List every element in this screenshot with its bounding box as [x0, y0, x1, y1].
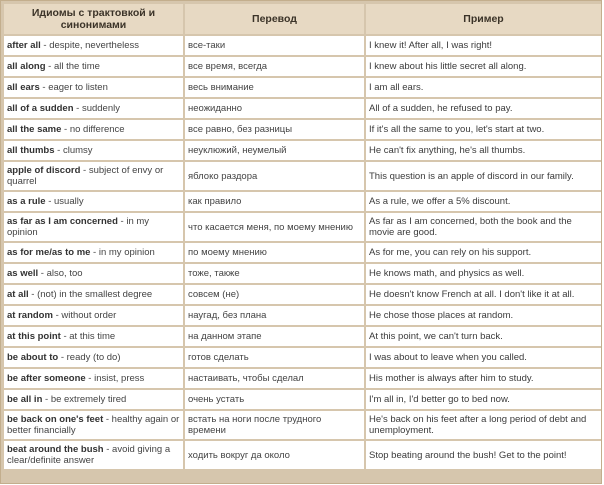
- idiom-synonyms: - (not) in the smallest degree: [28, 289, 153, 300]
- translation-cell: совсем (не): [185, 285, 364, 304]
- idiom-term: all of a sudden: [7, 103, 74, 114]
- table-row: [4, 264, 601, 283]
- idiom-term: all thumbs: [7, 145, 55, 156]
- translation-cell: как правило: [185, 192, 364, 211]
- example-cell: He knows math, and physics as well.: [366, 264, 601, 283]
- table-row: [4, 348, 601, 367]
- idiom-cell: [4, 390, 183, 409]
- idiom-term: be back on one's feet: [7, 414, 104, 425]
- example-cell: I knew about his little secret all along.: [366, 57, 601, 76]
- translation-cell: весь внимание: [185, 78, 364, 97]
- table-row: [4, 243, 601, 262]
- idiom-cell: [4, 162, 183, 190]
- translation-cell: настаивать, чтобы сделал: [185, 369, 364, 388]
- table-row: [4, 390, 601, 409]
- translation-cell: встать на ноги после трудного времени: [185, 411, 364, 439]
- idiom-cell: [4, 192, 183, 211]
- table-row: [4, 141, 601, 160]
- idiom-synonyms: - in my opinion: [90, 247, 155, 258]
- idiom-term: as well: [7, 268, 39, 279]
- idiom-term: be about to: [7, 352, 59, 363]
- idiom-cell: [4, 141, 183, 160]
- idiom-synonyms: - without order: [52, 310, 117, 321]
- idiom-synonyms: - despite, nevertheless: [40, 40, 140, 51]
- idiom-term: as a rule: [7, 196, 46, 207]
- idiom-synonyms: - also, too: [38, 268, 83, 279]
- header-translation: Перевод: [185, 4, 364, 34]
- translation-cell: тоже, также: [185, 264, 364, 283]
- translation-cell: неуклюжий, неумелый: [185, 141, 364, 160]
- idiom-term: as for me/as to me: [7, 247, 91, 258]
- table-row: [4, 162, 601, 190]
- idiom-cell: [4, 348, 183, 367]
- idioms-table: [2, 2, 603, 471]
- idiom-cell: [4, 285, 183, 304]
- idiom-cell: [4, 327, 183, 346]
- idiom-cell: [4, 120, 183, 139]
- idiom-synonyms: - healthy again or better financially: [7, 414, 180, 436]
- idiom-cell: [4, 243, 183, 262]
- idiom-synonyms: - be extremely tired: [42, 394, 127, 405]
- example-cell: He can't fix anything, he's all thumbs.: [366, 141, 601, 160]
- header-idiom: Идиомы с трактовкой и синонимами: [4, 4, 183, 34]
- table-row: [4, 213, 601, 241]
- idiom-term: at random: [7, 310, 53, 321]
- idiom-cell: [4, 264, 183, 283]
- idiom-term: apple of discord: [7, 165, 81, 176]
- idiom-cell: [4, 369, 183, 388]
- example-cell: He chose those places at random.: [366, 306, 601, 325]
- example-cell: I knew it! After all, I was right!: [366, 36, 601, 55]
- translation-cell: все равно, без разницы: [185, 120, 364, 139]
- example-cell: If it's all the same to you, let's start at two.: [366, 120, 601, 139]
- idiom-term: at this point: [7, 331, 61, 342]
- idiom-cell: [4, 57, 183, 76]
- idiom-synonyms: - insist, press: [85, 373, 145, 384]
- idiom-term: as far as I am concerned: [7, 216, 118, 227]
- translation-cell: все время, всегда: [185, 57, 364, 76]
- translation-cell: все-таки: [185, 36, 364, 55]
- translation-cell: неожиданно: [185, 99, 364, 118]
- idiom-cell: [4, 306, 183, 325]
- example-cell: I was about to leave when you called.: [366, 348, 601, 367]
- table-row: [4, 99, 601, 118]
- table-row: [4, 36, 601, 55]
- example-cell: As for me, you can rely on his support.: [366, 243, 601, 262]
- header-example: Пример: [366, 4, 601, 34]
- example-cell: He doesn't know French at all. I don't like it at all.: [366, 285, 601, 304]
- table-row: [4, 120, 601, 139]
- idiom-synonyms: - all the time: [45, 61, 100, 72]
- translation-cell: готов сделать: [185, 348, 364, 367]
- table-row: [4, 192, 601, 211]
- idiom-cell: [4, 213, 183, 241]
- example-cell: He's back on his feet after a long period of debt and unemployment.: [366, 411, 601, 439]
- idiom-term: all the same: [7, 124, 62, 135]
- table-row: [4, 57, 601, 76]
- table-row: [4, 441, 601, 469]
- table-row: [4, 78, 601, 97]
- example-cell: I am all ears.: [366, 78, 601, 97]
- idiom-term: be after someone: [7, 373, 86, 384]
- idiom-cell: [4, 99, 183, 118]
- idiom-synonyms: - eager to listen: [39, 82, 108, 93]
- table-header-row: [4, 4, 601, 34]
- idiom-synonyms: - avoid giving a clear/definite answer: [7, 444, 171, 466]
- idiom-synonyms: - in my opinion: [7, 216, 150, 238]
- example-cell: As a rule, we offer a 5% discount.: [366, 192, 601, 211]
- table-row: [4, 369, 601, 388]
- idiom-synonyms: - suddenly: [73, 103, 120, 114]
- example-cell: At this point, we can't turn back.: [366, 327, 601, 346]
- idiom-term: at all: [7, 289, 29, 300]
- translation-cell: яблоко раздора: [185, 162, 364, 190]
- idiom-cell: [4, 411, 183, 439]
- translation-cell: ходить вокруг да около: [185, 441, 364, 469]
- translation-cell: наугад, без плана: [185, 306, 364, 325]
- table-row: [4, 285, 601, 304]
- idiom-cell: [4, 441, 183, 469]
- example-cell: All of a sudden, he refused to pay.: [366, 99, 601, 118]
- idiom-synonyms: - usually: [45, 196, 84, 207]
- translation-cell: на данном этапе: [185, 327, 364, 346]
- table-row: [4, 327, 601, 346]
- idiom-synonyms: - no difference: [61, 124, 125, 135]
- example-cell: I'm all in, I'd better go to bed now.: [366, 390, 601, 409]
- example-cell: His mother is always after him to study.: [366, 369, 601, 388]
- idiom-term: after all: [7, 40, 41, 51]
- idiom-synonyms: - subject of envy or quarrel: [7, 165, 164, 187]
- idiom-term: all along: [7, 61, 46, 72]
- table-row: [4, 411, 601, 439]
- idiom-term: be all in: [7, 394, 43, 405]
- idiom-term: all ears: [7, 82, 40, 93]
- idiom-synonyms: - at this time: [60, 331, 116, 342]
- idiom-synonyms: - clumsy: [54, 145, 93, 156]
- translation-cell: по моему мнению: [185, 243, 364, 262]
- translation-cell: очень устать: [185, 390, 364, 409]
- example-cell: This question is an apple of discord in our family.: [366, 162, 601, 190]
- example-cell: Stop beating around the bush! Get to the point!: [366, 441, 601, 469]
- translation-cell: что касается меня, по моему мнению: [185, 213, 364, 241]
- table-row: [4, 306, 601, 325]
- idiom-synonyms: - ready (to do): [58, 352, 121, 363]
- idiom-cell: [4, 78, 183, 97]
- idiom-term: beat around the bush: [7, 444, 104, 455]
- idiom-cell: [4, 36, 183, 55]
- example-cell: As far as I am concerned, both the book and the movie are good.: [366, 213, 601, 241]
